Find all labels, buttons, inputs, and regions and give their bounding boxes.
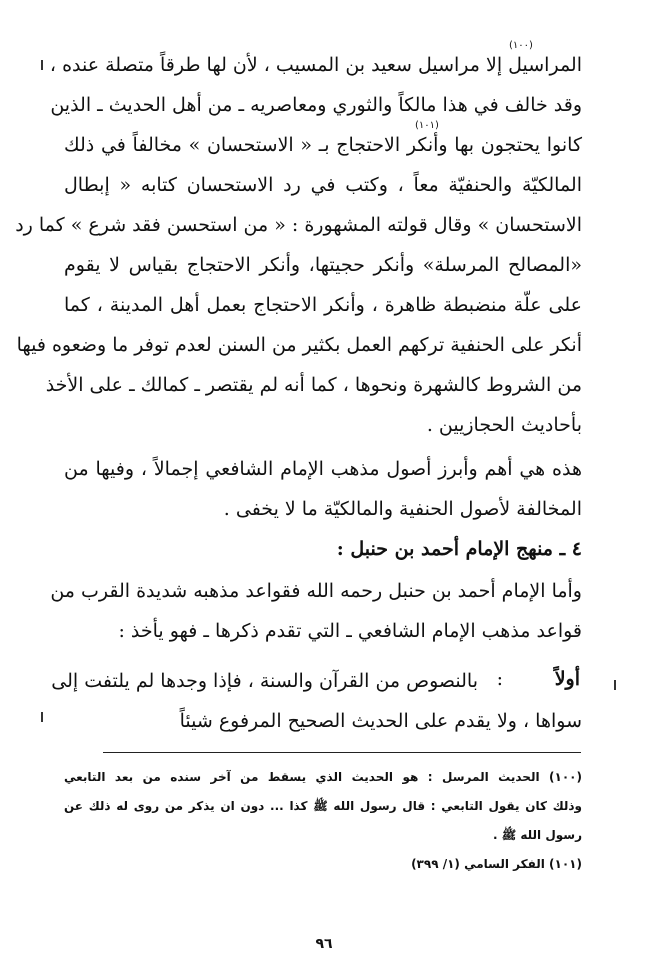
body-line-5: الاستحسان » وقال قولته المشهورة : « من استحسن فقد شرع » كما رد bbox=[15, 214, 582, 236]
first-item-colon: : bbox=[496, 668, 503, 690]
body-line-3: كانوا يحتجون بها وأنكر الاحتجاج بـ « الاستحسان » مخالفاً في ذلك bbox=[64, 134, 582, 156]
body-line-10: بأحاديث الحجازيين . bbox=[426, 414, 582, 436]
margin-mark bbox=[614, 680, 616, 690]
paragraph-3-line-2: قواعد مذهب الإمام الشافعي ـ التي تقدم ذكرها ـ فهو يأخذ : bbox=[118, 620, 582, 642]
body-line-4: المالكيّة والحنفيّة معاً ، وكتب في رد الاستحسان كتابه « إبطال bbox=[64, 174, 582, 196]
footnote-100-line-1: (١٠٠) الحديث المرسل : هو الحديث الذي يسقط من آخر سنده من بعد التابعي bbox=[64, 770, 582, 784]
body-line-2: وقد خالف في هذا مالكاً والثوري ومعاصريه ـ من أهل الحديث ـ الذين bbox=[50, 94, 582, 116]
body-line-1: المراسيل إلا مراسيل سعيد بن المسيب ، لأن لها طرقاً متصلة عنده ، bbox=[49, 54, 582, 76]
page-number: ٩٦ bbox=[315, 936, 333, 952]
footnote-ref-100: (١٠٠) bbox=[509, 40, 533, 51]
paragraph-2-line-2: المخالفة لأصول الحنفية والمالكيّة ما لا يخفى . bbox=[223, 498, 582, 520]
margin-mark bbox=[41, 712, 43, 722]
body-line-9: من الشروط كالشهرة ونحوها ، كما أنه لم يقتصر ـ كمالك ـ على الأخذ bbox=[45, 374, 582, 396]
first-item-line-2: سواها ، ولا يقدم على الحديث الصحيح المرفوع شيئاً bbox=[179, 710, 582, 732]
section-heading: ٤ ـ منهج الإمام أحمد بن حنبل : bbox=[336, 538, 582, 560]
footnote-100-line-2: وذلك كان يقول التابعي : قال رسول الله ﷺ كذا ... دون ان يذكر من روى له ذلك عن bbox=[64, 799, 582, 813]
margin-mark bbox=[41, 60, 43, 70]
body-line-7: على علّة منضبطة ظاهرة ، وأنكر الاحتجاج بعمل أهل المدينة ، كما bbox=[64, 294, 582, 316]
paragraph-3-line-1: وأما الإمام أحمد بن حنبل رحمه الله فقواعد مذهبه شديدة القرب من bbox=[50, 580, 582, 602]
footnote-ref-101: (١٠١) bbox=[415, 120, 439, 131]
first-item-line-1: بالنصوص من القرآن والسنة ، فإذا وجدها لم يلتفت إلى bbox=[51, 670, 478, 692]
footnote-separator bbox=[103, 752, 581, 753]
paragraph-2-line-1: هذه هي أهم وأبرز أصول مذهب الإمام الشافعي إجمالاً ، وفيها من bbox=[64, 458, 582, 480]
body-line-8: أنكر على الحنفية تركهم العمل بكثير من السنن لعدم توفر ما وضعوه فيها bbox=[16, 334, 582, 356]
footnote-100-line-3: رسول الله ﷺ . bbox=[492, 828, 582, 842]
footnote-101: (١٠١) الفكر السامي (١/ ٣٩٩) bbox=[411, 857, 582, 871]
body-line-6: «المصالح المرسلة» وأنكر حجيتها، وأنكر الاحتجاج بقياس لا يقوم bbox=[64, 254, 582, 276]
first-item-label: أولاً bbox=[554, 668, 580, 690]
